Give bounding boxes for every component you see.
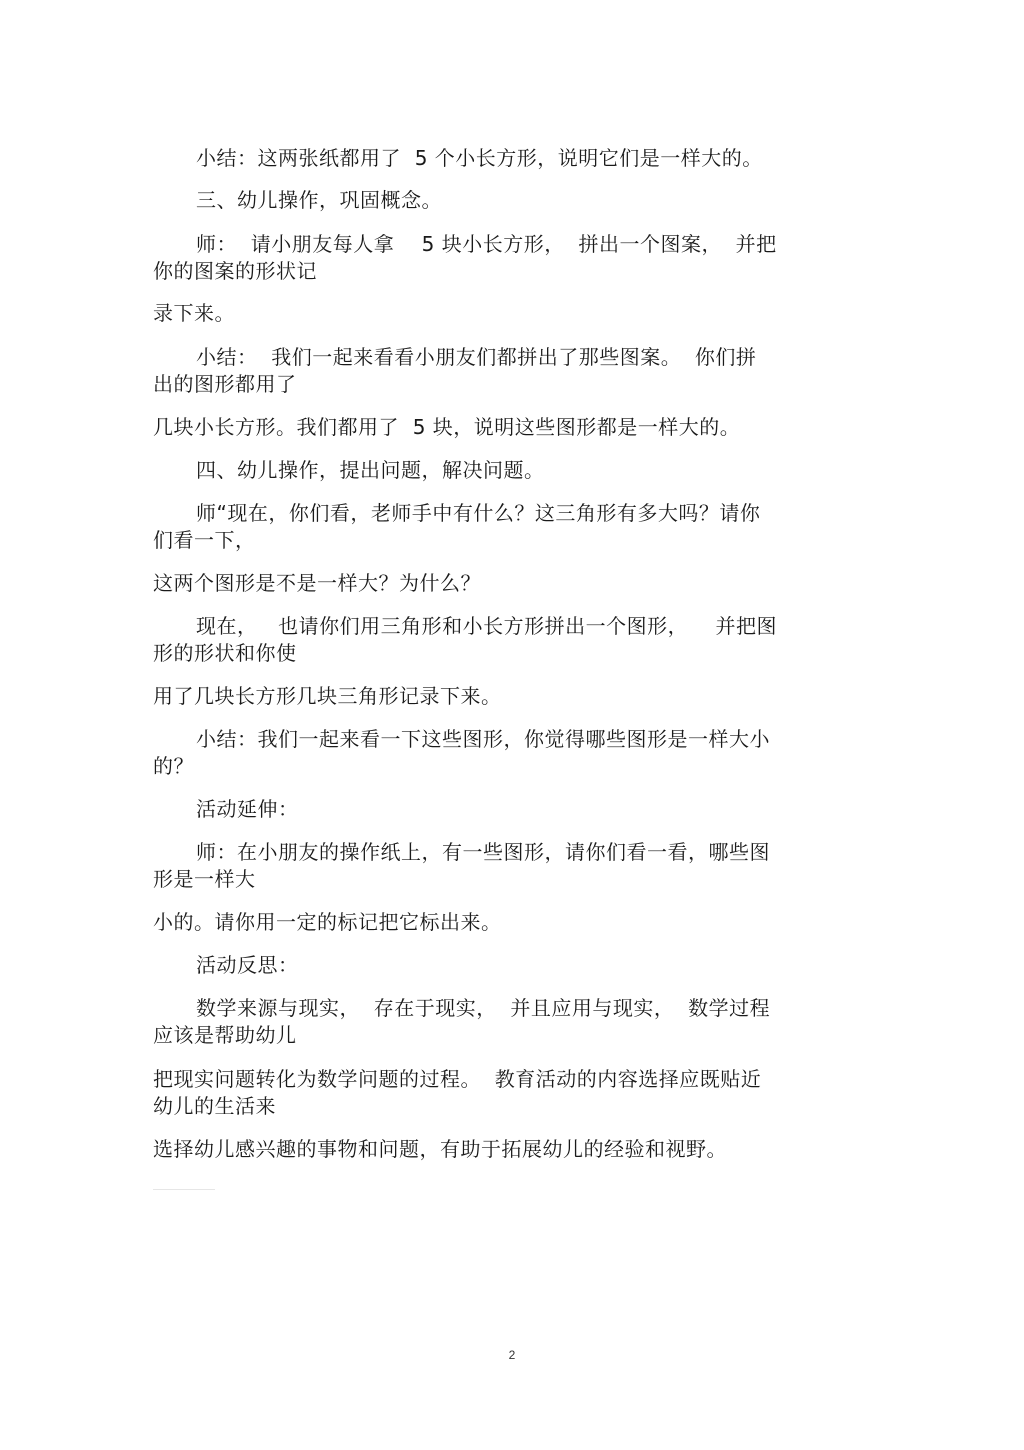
section-heading: 三、幼儿操作，巩固概念。: [196, 188, 442, 212]
text-line: 师：在小朋友的操作纸上，有一些图形，请你们看一看，哪些图: [196, 840, 770, 864]
text-line: 小的。请你用一定的标记把它标出来。: [153, 910, 502, 934]
text-line: 把现实问题转化为数学问题的过程。 教育活动的内容选择应既贴近: [153, 1067, 762, 1091]
text-line: 师： 请小朋友每人拿 5 块小长方形， 拼出一个图案， 并把: [196, 232, 777, 256]
text-line: 师“现在，你们看，老师手中有什么？这三角形有多大吗？请你: [196, 501, 761, 525]
text-line: 小结： 我们一起来看看小朋友们都拼出了那些图案。 你们拼: [196, 345, 757, 369]
text-line: 现在， 也请你们用三角形和小长方形拼出一个图形， 并把图: [196, 614, 778, 638]
section-heading: 四、幼儿操作，提出问题，解决问题。: [196, 458, 545, 482]
section-heading: 活动延伸：: [196, 797, 299, 821]
text-line: 数学来源与现实， 存在于现实， 并且应用与现实， 数学过程: [196, 996, 771, 1020]
text-line: 录下来。: [153, 301, 235, 325]
text-line: 出的图形都用了: [153, 372, 297, 396]
text-line: 形是一样大: [153, 867, 256, 891]
text-line: 幼儿的生活来: [153, 1094, 276, 1118]
text-line: 选择幼儿感兴趣的事物和问题，有助于拓展幼儿的经验和视野。: [153, 1137, 727, 1161]
text-line: 应该是帮助幼儿: [153, 1023, 297, 1047]
section-heading: 活动反思：: [196, 953, 299, 977]
text-line: 这两个图形是不是一样大？为什么？: [153, 571, 481, 595]
text-line: 几块小长方形。我们都用了 5 块，说明这些图形都是一样大的。: [153, 415, 741, 439]
text-line: 小结：我们一起来看一下这些图形，你觉得哪些图形是一样大小: [196, 727, 770, 751]
divider: [153, 1189, 215, 1190]
text-line: 小结：这两张纸都用了 5 个小长方形，说明它们是一样大的。: [196, 146, 763, 170]
text-line: 用了几块长方形几块三角形记录下来。: [153, 684, 502, 708]
text-line: 形的形状和你使: [153, 641, 297, 665]
text-line: 们看一下，: [153, 528, 256, 552]
text-line: 的？: [153, 754, 194, 778]
page-number: 2: [508, 1348, 516, 1362]
text-line: 你的图案的形状记: [153, 259, 317, 283]
